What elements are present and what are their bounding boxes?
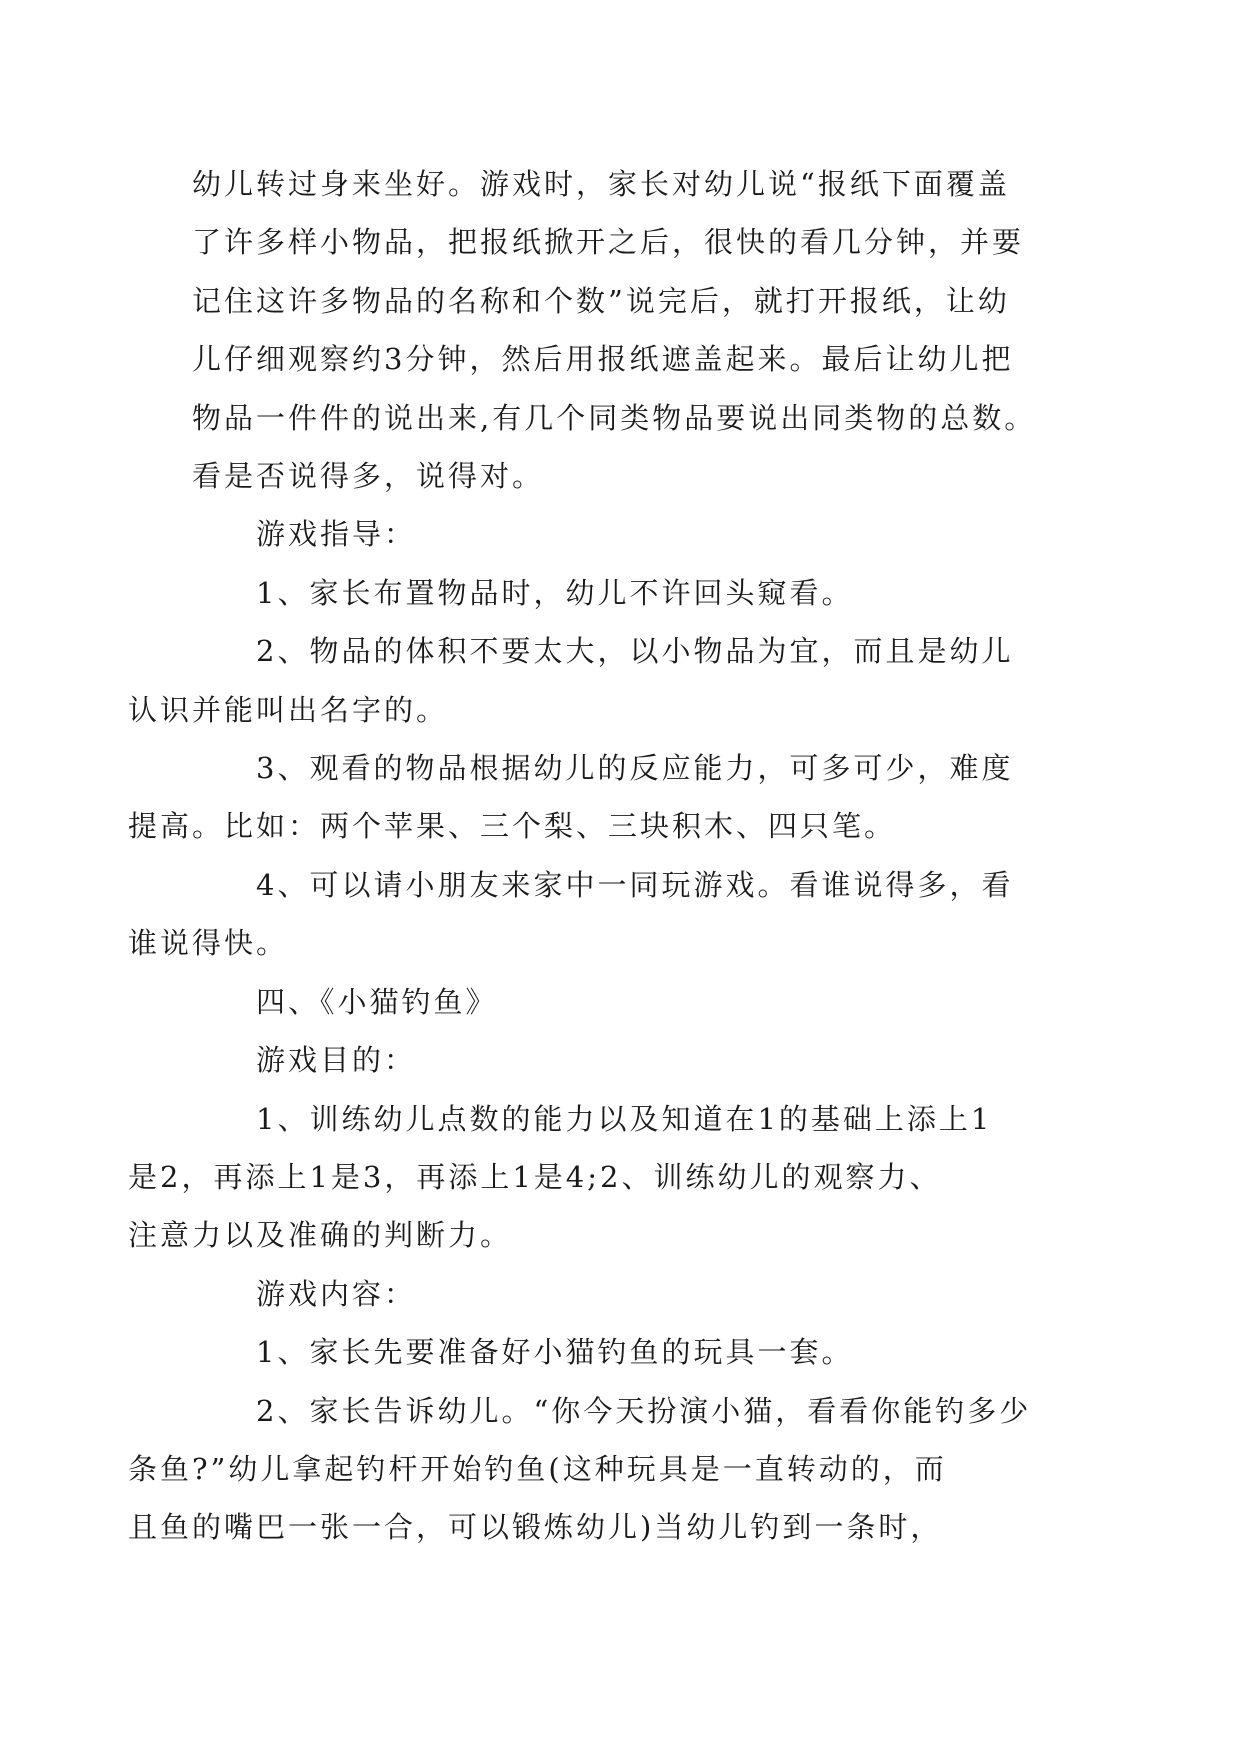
paragraph [192, 564, 1092, 622]
text-line: 3、观看的物品根据幼儿的反应能力，可多可少，难度 [256, 751, 1014, 786]
text-line: 提高。比如：两个苹果、三个梨、三块积木、四只笔。 [128, 809, 897, 844]
paragraph [128, 622, 1092, 739]
paragraph [128, 856, 1092, 973]
text-line: 注意力以及准确的判断力。 [128, 1218, 513, 1253]
text-line: 2、物品的体积不要太大，以小物品为宜，而且是幼儿 [256, 634, 1014, 669]
paragraph [192, 1265, 1092, 1323]
text-line: 儿仔细观察约3分钟，然后用报纸遮盖起来。最后让幼儿把 [192, 342, 1014, 377]
text-line: 1、训练幼儿点数的能力以及知道在1的基础上添上1 [256, 1101, 993, 1136]
text-line: 四、《小猫钓鱼》 [256, 984, 498, 1019]
text-line: 游戏指导： [256, 517, 417, 552]
text-line: 幼儿转过身来坐好。游戏时，家长对幼儿说“报纸下面覆盖 [192, 167, 1010, 201]
paragraph [192, 1031, 1092, 1089]
paragraph [192, 155, 1092, 505]
text-line: 看是否说得多，说得对。 [192, 459, 545, 494]
text-line: 了许多样小物品，把报纸掀开之后，很快的看几分钟，并要 [192, 225, 1025, 260]
text-line: 条鱼?”幼儿拿起钓杆开始钓鱼(这种玩具是一直转动的，而 [128, 1451, 947, 1486]
paragraph [192, 973, 1092, 1031]
text-line: 4、可以请小朋友来家中一同玩游戏。看谁说得多，看 [256, 867, 1014, 902]
text-line: 是2，再添上1是3，再添上1是4;2、训练幼儿的观察力、 [128, 1159, 942, 1194]
paragraph [192, 1323, 1092, 1381]
text-line: 1、家长先要准备好小猫钓鱼的玩具一套。 [256, 1335, 854, 1370]
text-line: 2、家长告诉幼儿。“你今天扮演小猫，看看你能钓多少 [256, 1393, 1032, 1428]
text-line: 物品一件件的说出来,有几个同类物品要说出同类物的总数。 [192, 400, 1037, 435]
text-line: 1、家长布置物品时，幼儿不许回头窥看。 [256, 575, 854, 610]
text-line: 游戏目的： [256, 1043, 417, 1078]
document-body [128, 155, 1092, 1557]
text-line: 谁说得快。 [128, 926, 289, 961]
text-line: 记住这许多物品的名称和个数”说完后，就打开报纸，让幼 [192, 283, 1010, 318]
text-line: 且鱼的嘴巴一张一合，可以锻炼幼儿)当幼儿钓到一条时， [128, 1510, 943, 1545]
paragraph [128, 739, 1092, 856]
paragraph [128, 1382, 1092, 1557]
paragraph [128, 1090, 1092, 1265]
text-line: 游戏内容： [256, 1276, 417, 1311]
text-line: 认识并能叫出名字的。 [128, 692, 449, 727]
paragraph [192, 505, 1092, 563]
